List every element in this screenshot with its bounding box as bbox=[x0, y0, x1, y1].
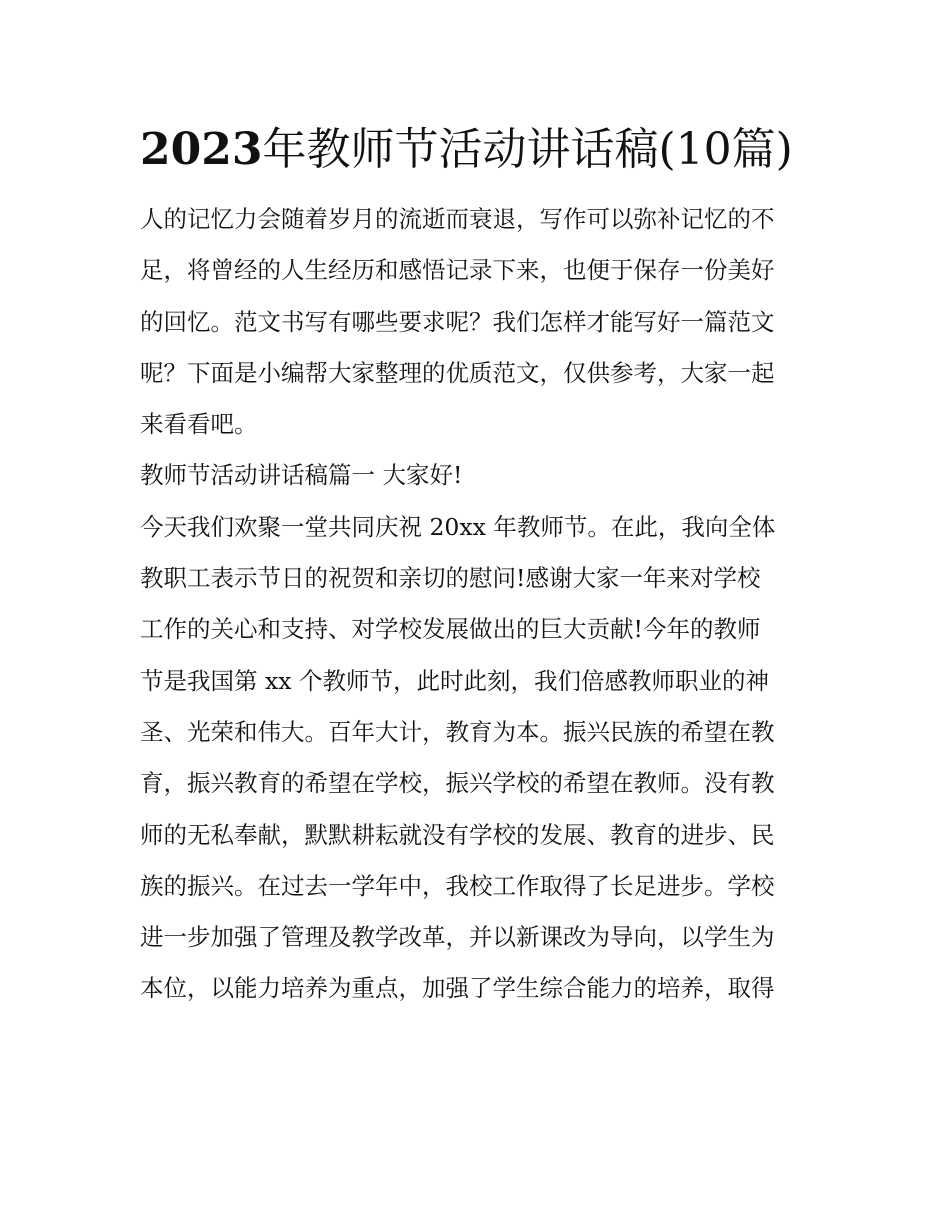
speech-line: 教职工表示节日的祝贺和亲切的慰问!感谢大家一年来对学校 bbox=[140, 564, 761, 593]
speech-line: 今天我们欢聚一堂共同庆祝 20xx 年教师节。在此，我向全体 bbox=[140, 512, 776, 541]
intro-line: 的回忆。范文书写有哪些要求呢？我们怎样才能写好一篇范文 bbox=[140, 307, 775, 336]
speech-line: 族的振兴。在过去一学年中，我校工作取得了长足进步。学校 bbox=[140, 871, 775, 900]
speech-line: 节是我国第 xx 个教师节，此时此刻，我们倍感教师职业的神 bbox=[140, 666, 769, 695]
document-content bbox=[140, 112, 812, 1015]
intro-line: 足，将曾经的人生经历和感悟记录下来，也便于保存一份美好 bbox=[140, 256, 775, 285]
document-title bbox=[140, 112, 812, 187]
intro-line: 呢？下面是小编帮大家整理的优质范文，仅供参考，大家一起 bbox=[140, 358, 775, 387]
section-heading: 教师节活动讲话稿篇一 大家好! bbox=[140, 461, 463, 490]
speech-line: 本位，以能力培养为重点，加强了学生综合能力的培养，取得 bbox=[140, 974, 775, 1003]
title-text: 年教师节活动讲话稿(10篇) bbox=[262, 124, 793, 175]
title-year: 2023 bbox=[140, 124, 263, 175]
intro-line: 人的记忆力会随着岁月的流逝而衰退，写作可以弥补记忆的不 bbox=[140, 205, 775, 233]
speech-line: 师的无私奉献，默默耕耘就没有学校的发展、教育的进步、民 bbox=[140, 820, 775, 849]
speech-line: 进一步加强了管理及教学改革，并以新课改为导向，以学生为 bbox=[140, 923, 775, 952]
intro-line: 来看看吧。 bbox=[140, 410, 258, 439]
speech-line: 工作的关心和支持、对学校发展做出的巨大贡献!今年的教师 bbox=[140, 615, 761, 644]
speech-line: 育，振兴教育的希望在学校，振兴学校的希望在教师。没有教 bbox=[140, 769, 775, 798]
speech-line: 圣、光荣和伟大。百年大计，教育为本。振兴民族的希望在教 bbox=[140, 717, 775, 746]
document-body bbox=[140, 194, 812, 1015]
